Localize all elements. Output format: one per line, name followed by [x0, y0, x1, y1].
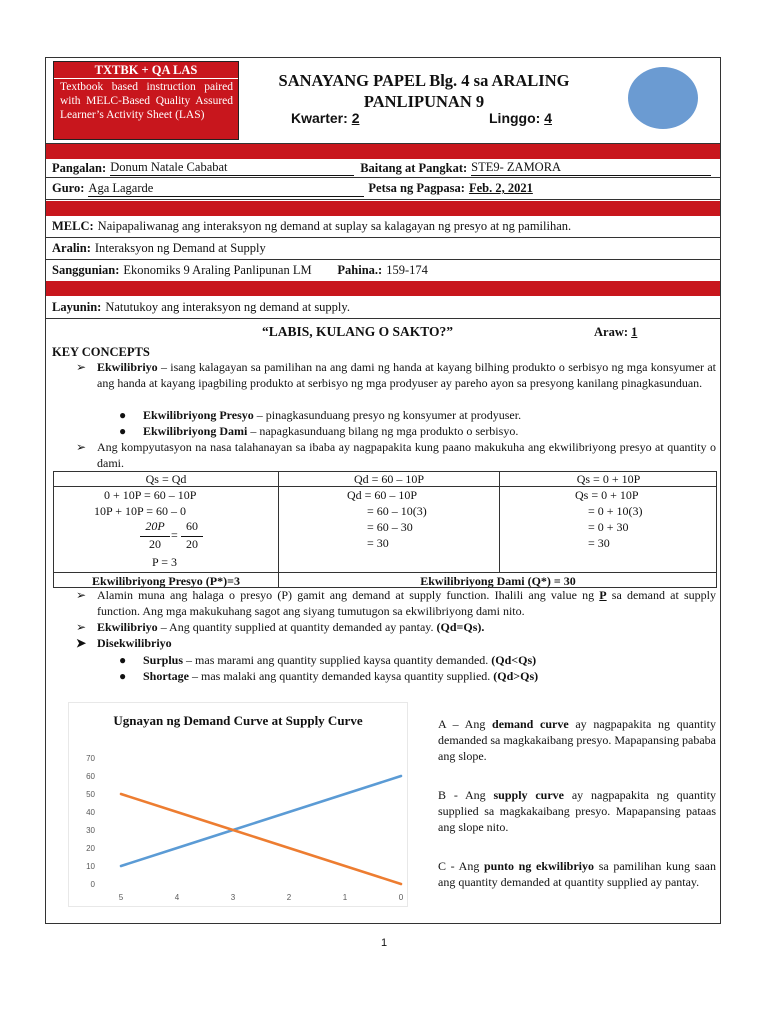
melc-label: MELC:: [52, 219, 94, 233]
chart-plot: [69, 703, 409, 908]
footer-equilibrium-quantity: Ekwilibriyong Dami (Q*) = 30: [279, 572, 717, 588]
ekwilibriyo-definition: [97, 360, 716, 392]
key-concepts-heading: KEY CONCEPTS: [52, 345, 150, 359]
surplus-term: Surplus: [143, 653, 184, 667]
ekw-eq: (Qd=Qs).: [436, 620, 485, 634]
activity-title-row: [46, 319, 720, 344]
col1-line: 10P + 10P = 60 – 0: [94, 504, 186, 518]
txtbk-title: TXTBK + QA LAS: [54, 62, 238, 79]
title-line-1: SANAYANG PAPEL Blg. 4 sa ARALING: [278, 71, 570, 90]
frac-right-den: 20: [186, 537, 198, 551]
melc-text: Naipapaliwanag ang interaksyon ng demand at suplay sa kalagayan ng presyo at ng pamilihan.: [97, 219, 572, 233]
sanggunian-label: Sanggunian:: [52, 263, 120, 277]
shortage-def: – mas malaki ang quantity demanded kaysa quantity supplied.: [189, 669, 494, 683]
x-tick-label: 4: [174, 893, 180, 902]
y-tick-label: 20: [86, 844, 95, 853]
teacher-row: [46, 178, 720, 200]
txtbk-description: Textbook based instruction paired with MELC-Based Quality Assured Learner’s Activity Sheet (LAS): [60, 81, 233, 121]
exp-a-pre: A – Ang: [438, 717, 493, 731]
activity-title: “LABIS, KULANG O SAKTO?”: [262, 324, 454, 339]
computation-col-supply: [500, 472, 717, 572]
bullet-icon: ●: [119, 424, 127, 438]
col3-line: = 0 + 10(3): [588, 504, 643, 518]
arrow-bullet-icon: ➢: [76, 360, 87, 374]
araw-value: 1: [631, 325, 638, 339]
kompyutasyon-text: Ang kompyutasyon na nasa talahanayan sa ibaba ay nagpapakita kung paano makukuha ang ekwilibriyong presyo at quantity o dami.: [97, 440, 716, 470]
kwarter-label: Kwarter:: [291, 110, 348, 126]
arrow-bullet-icon: ➢: [76, 620, 87, 634]
x-tick-label: 1: [342, 893, 348, 902]
exp-c-post: sa pamilihan kung saan ang quantity demanded at quantity supplied ay pantay.: [438, 859, 716, 889]
col2-line: = 30: [367, 536, 389, 550]
x-tick-label: 5: [118, 893, 124, 902]
ekwilibriyo-term: Ekwilibriyo: [97, 360, 158, 374]
aralin-label: Aralin:: [52, 241, 91, 255]
col2-line: Qd = 60 – 10P: [347, 488, 418, 502]
exp-c-pre: C - Ang: [438, 859, 484, 873]
supply-curve: [121, 776, 401, 866]
alamin-p: P: [599, 588, 607, 602]
guro-value: Aga Lagarde: [88, 181, 364, 197]
linggo: [489, 110, 552, 126]
x-tick-label: 3: [230, 893, 236, 902]
presyo-def: – pinagkasunduang presyo ng konsyumer at prodyuser.: [253, 408, 522, 422]
col2-line: = 60 – 10(3): [367, 504, 427, 518]
presyo-term: Ekwilibriyong Presyo: [143, 408, 254, 422]
kwarter-value: 2: [351, 110, 360, 126]
layunin-text: Natutukoy ang interaksyon ng demand at supply.: [105, 299, 350, 314]
disekw-term: Disekwilibriyo: [97, 636, 172, 650]
txtbk-badge: [53, 61, 239, 140]
x-tick-label: 2: [286, 893, 292, 902]
petsa-value: Feb. 2, 2021: [468, 181, 533, 195]
red-divider: [46, 144, 720, 159]
col1-line: 0 + 10P = 60 – 10P: [104, 488, 197, 502]
bullet-icon: ●: [119, 653, 127, 667]
dami-definition: [143, 424, 703, 440]
ekwilibriyo-def: – isang kalagayan sa pamilihan na ang dami ng handa at kayang bilhing produkto o serbisyo ng mga konsyumer at ang handa at kayang ipagbiling produkto at serbisyo ng mga prodyuser ay pareho ayon sa presyong kanilang pinagkasunduan.: [97, 360, 716, 390]
baitang-label: Baitang at Pangkat:: [360, 160, 468, 175]
kwarter: [291, 110, 359, 126]
footer-equilibrium-price: Ekwilibriyong Presyo (P*)=3: [54, 572, 279, 588]
col3-header: Qs = 0 + 10P: [500, 472, 717, 487]
dami-term: Ekwilibriyong Dami: [143, 424, 248, 438]
x-tick-label: 0: [398, 893, 404, 902]
red-divider: [46, 201, 720, 216]
pangalan-value: Donum Natale Cababat: [110, 160, 354, 176]
y-tick-label: 10: [86, 862, 95, 871]
layunin-label: Layunin:: [52, 299, 102, 314]
layunin-row: [46, 296, 720, 319]
exp-c-term: punto ng ekwilibriyo: [484, 859, 595, 873]
linggo-value: 4: [544, 110, 552, 126]
frac-left-num: 20P: [145, 519, 165, 533]
araw: [594, 325, 637, 340]
arrow-bullet-icon: ➢: [76, 440, 87, 454]
presyo-definition: [143, 408, 703, 424]
alamin-rest: sa demand at supply function. Ang mga makukuhang sagot ang siyang tumutugon sa ekwilibriyong dami nito.: [97, 588, 716, 618]
disekwilibriyo-note: [97, 636, 716, 652]
ekw-term: Ekwilibriyo: [97, 620, 158, 634]
y-tick-label: 60: [86, 772, 95, 781]
col3-line: = 30: [588, 536, 610, 550]
computation-col-equilibrium: [54, 472, 279, 572]
alamin-text: Alamin muna ang halaga o presyo (P) gamit ang demand at supply function. Ihalili ang value ng: [97, 588, 600, 602]
sanggunian-row: [46, 260, 720, 282]
frac-eq: =: [171, 528, 178, 542]
y-tick-label: 70: [86, 754, 95, 763]
col3-line: = 0 + 30: [588, 520, 629, 534]
y-tick-label: 0: [90, 880, 95, 889]
worksheet-title: [254, 70, 594, 112]
supply-demand-chart: [68, 702, 408, 907]
chart-title: Ugnayan ng Demand Curve at Supply Curve: [113, 713, 363, 728]
worksheet-header: [46, 58, 720, 144]
aralin-text: Interaksyon ng Demand at Supply: [94, 241, 266, 255]
exp-b-pre: B - Ang: [438, 788, 494, 802]
frac-right-num: 60: [186, 519, 198, 533]
ekw-def: – Ang quantity supplied at quantity demanded ay pantay.: [157, 620, 437, 634]
page-number: 1: [380, 937, 388, 949]
pahina-value: 159-174: [386, 263, 428, 277]
bullet-icon: ●: [119, 408, 127, 422]
bullet-icon: ●: [119, 669, 127, 683]
alamin-note: [97, 588, 716, 620]
col1-header: Qs = Qd: [54, 472, 278, 487]
baitang-value: STE9- ZAMORA: [471, 160, 711, 176]
arrow-bullet-icon: ➢: [76, 588, 87, 602]
melc-row: [46, 216, 720, 238]
exp-b-term: supply curve: [493, 788, 565, 802]
exp-a-post: ay nagpapakita ng quantity demanded sa magkakaibang presyo. Mapapansing pababa ang slope.: [438, 717, 716, 763]
school-logo-circle: [628, 67, 698, 129]
y-tick-label: 50: [86, 790, 95, 799]
red-divider: [46, 281, 720, 296]
petsa-label: Petsa ng Pagpasa:: [368, 181, 465, 195]
name-row: [46, 159, 720, 178]
worksheet-frame: [45, 57, 721, 924]
frac-left-den: 20: [149, 537, 161, 551]
y-tick-label: 30: [86, 826, 95, 835]
arrow-bullet-icon: ➤: [76, 636, 87, 650]
demand-curve: [121, 794, 401, 884]
computation-table: [53, 471, 717, 588]
col3-line: Qs = 0 + 10P: [575, 488, 639, 502]
col2-line: = 60 – 30: [367, 520, 413, 534]
computation-col-demand: [279, 472, 500, 572]
title-line-2: PANLIPUNAN 9: [363, 92, 485, 111]
col1-result: P = 3: [152, 555, 177, 569]
sanggunian-text: Ekonomiks 9 Araling Panlipunan LM: [123, 263, 312, 277]
col2-header: Qd = 60 – 10P: [279, 472, 499, 487]
exp-a-term: demand curve: [492, 717, 569, 731]
shortage-note: [143, 669, 713, 685]
pangalan-label: Pangalan:: [52, 160, 107, 175]
exp-b-post: ay nagpapakita ng quantity supplied sa magkakaibang presyo. Mapapansing pataas ang slope nito.: [438, 788, 716, 834]
ekwilibriyo-note: [97, 620, 716, 636]
surplus-note: [143, 653, 713, 669]
shortage-term: Shortage: [143, 669, 189, 683]
explanation-b: [438, 787, 716, 835]
explanation-a: [438, 716, 716, 764]
linggo-label: Linggo:: [489, 110, 541, 126]
araw-label: Araw:: [594, 325, 629, 339]
surplus-eq: (Qd<Qs): [491, 653, 537, 667]
guro-label: Guro:: [52, 181, 85, 195]
shortage-eq: (Qd>Qs): [493, 669, 539, 683]
aralin-row: [46, 238, 720, 260]
explanation-c: [438, 858, 716, 890]
surplus-def: – mas marami ang quantity supplied kaysa quantity demanded.: [183, 653, 492, 667]
y-tick-label: 40: [86, 808, 95, 817]
dami-def: – napagkasunduang bilang ng mga produkto o serbisyo.: [247, 424, 519, 438]
pahina-label: Pahina.:: [337, 263, 383, 277]
